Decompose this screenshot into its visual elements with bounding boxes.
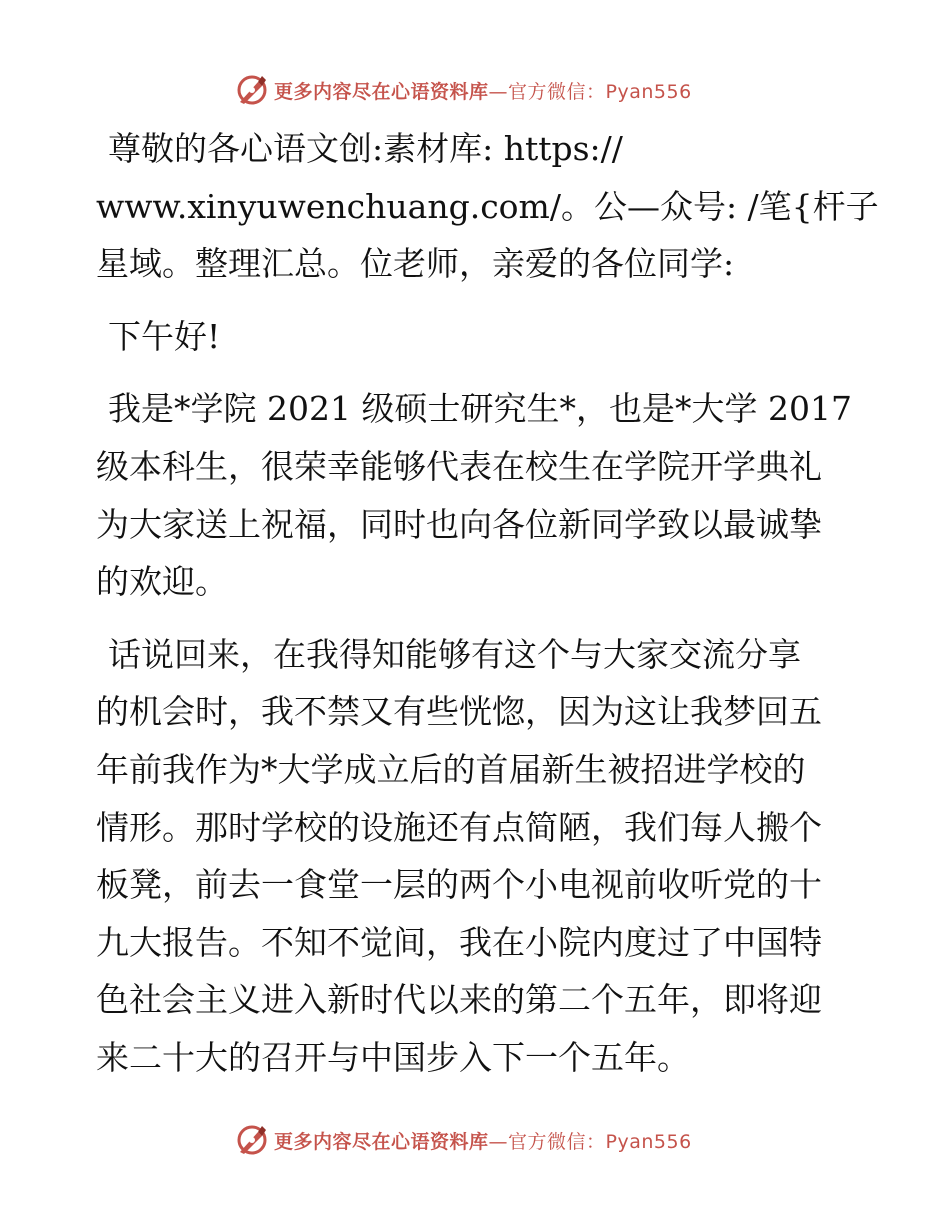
text-line: 情形。那时学校的设施还有点简陋，我们每人搬个 (96, 807, 822, 847)
text-line: 级本科生，很荣幸能够代表在校生在学院开学典礼 (96, 446, 822, 486)
footer-banner (232, 1120, 692, 1160)
banner-brand: 更多内容尽在心语资料库 (274, 80, 489, 103)
text-line: 为大家送上祝福，同时也向各位新同学致以最诚挚 (96, 504, 822, 544)
banner-wechat-label: 官方微信： (508, 1130, 606, 1153)
text-line: www.xinyuwenchuang.com/。公—众号: /笔{杆子 (96, 186, 879, 226)
banner-handle: Pyan556 (605, 1130, 692, 1153)
text-line: 下午好! (108, 316, 221, 356)
paragraph-introduction (96, 380, 856, 610)
text-line: 星域。整理汇总。位老师，亲爱的各位同学: (96, 244, 735, 284)
banner-dash: — (488, 80, 509, 103)
banner-handle: Pyan556 (605, 80, 692, 103)
text-line: 年前我作为*大学成立后的首届新生被招进学校的 (96, 749, 806, 789)
banner-dash: — (488, 1130, 509, 1153)
text-line: 我是*学院 2021 级硕士研究生*，也是*大学 2017 (108, 389, 852, 429)
header-banner (232, 70, 692, 110)
pen-circle-logo-icon (232, 70, 272, 110)
text-line: 尊敬的各心语文创:素材库: https:// (108, 129, 623, 168)
text-line: 的机会时，我不禁又有些恍惚，因为这让我梦回五 (96, 692, 822, 732)
banner-wechat-label: 官方微信： (508, 80, 606, 103)
text-line: 话说回来，在我得知能够有这个与大家交流分享 (108, 634, 801, 674)
banner-brand: 更多内容尽在心语资料库 (274, 1130, 489, 1153)
text-line: 的欢迎。 (96, 562, 228, 602)
text-line: 来二十大的召开与中国步入下一个五年。 (96, 1037, 690, 1077)
text-line: 板凳，前去一食堂一层的两个小电视前收听党的十 (96, 865, 822, 905)
document-body (96, 120, 879, 1102)
paragraph-reflection (96, 626, 856, 1087)
text-line: 色社会主义进入新时代以来的第二个五年，即将迎 (96, 980, 822, 1020)
paragraph-salutation (96, 120, 879, 293)
pen-circle-logo-icon (232, 1120, 272, 1160)
paragraph-greeting (96, 308, 856, 366)
banner-text (274, 1127, 692, 1154)
banner-text (274, 77, 692, 104)
text-line: 九大报告。不知不觉间，我在小院内度过了中国特 (96, 922, 822, 962)
